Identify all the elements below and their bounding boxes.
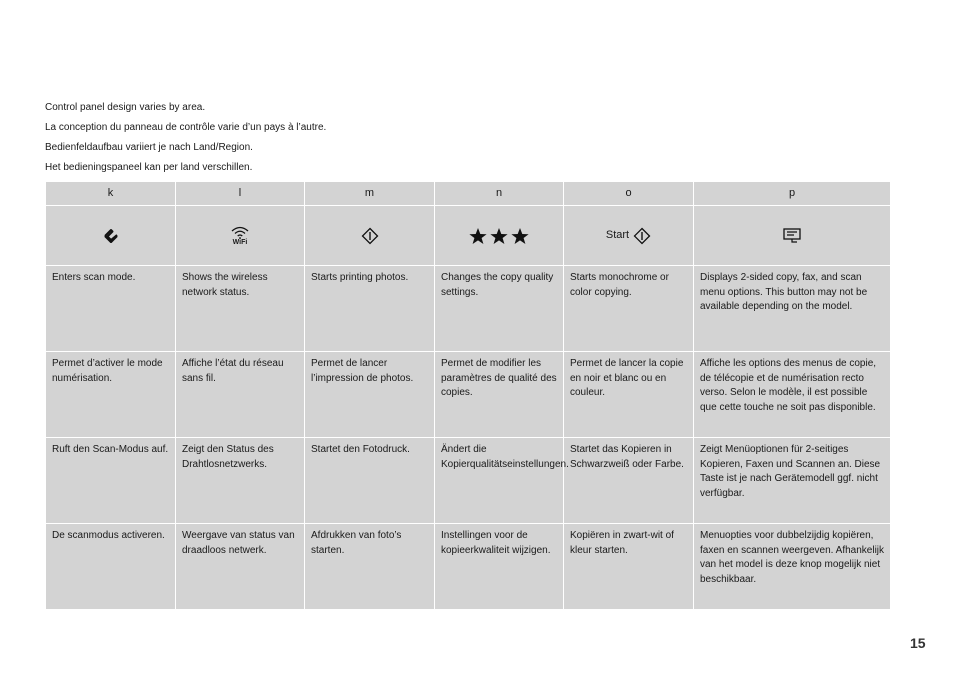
table-cell: Shows the wireless network status. — [176, 266, 305, 352]
header-m: m — [305, 182, 435, 206]
row-french — [46, 352, 891, 438]
table-cell: Weergave van status van draadloos netwerk. — [176, 524, 305, 610]
table-cell: De scanmodus activeren. — [46, 524, 176, 610]
table-cell: Permet de lancer la copie en noir et blanc ou en couleur. — [564, 352, 694, 438]
icon-cell-l — [176, 206, 305, 266]
table-cell: Afdrukken van foto’s starten. — [305, 524, 435, 610]
table-cell: Instellingen voor de kopieerkwaliteit wijzigen. — [435, 524, 564, 610]
icon-cell-k — [46, 206, 176, 266]
table-cell: Affiche les options des menus de copie, de télécopie et de numérisation recto verso. Selon le modèle, il est possible que cette touche ne soit pas disponible. — [694, 352, 891, 438]
icon-cell-n — [435, 206, 564, 266]
intro-line-fr: La conception du panneau de contrôle varie d’un pays à l’autre. — [45, 122, 327, 133]
intro-line-en: Control panel design varies by area. — [45, 102, 206, 113]
scan-icon — [102, 227, 120, 243]
control-panel-table — [45, 181, 891, 610]
table-cell: Menuopties voor dubbelzijdig kopiëren, faxen en scannen weergeven. Afhankelijk van het model is deze knop mogelijk niet beschikbaar. — [694, 524, 891, 610]
row-dutch — [46, 524, 891, 610]
header-o: o — [564, 182, 694, 206]
table-cell: Startet das Kopieren in Schwarzweiß oder Farbe. — [564, 438, 694, 524]
table-cell: Permet de modifier les paramètres de qualité des copies. — [435, 352, 564, 438]
start-label: Start — [605, 229, 630, 242]
table-cell: Affiche l’état du réseau sans fil. — [176, 352, 305, 438]
table-cell: Displays 2-sided copy, fax, and scan menu options. This button may not be available depending on the model. — [694, 266, 891, 352]
table-cell: Ändert die Kopierqualitätseinstellungen. — [435, 438, 564, 524]
table-cell: Zeigt den Status des Drahtlosnetzwerks. — [176, 438, 305, 524]
table-cell: Changes the copy quality settings. — [435, 266, 564, 352]
page-number: 15 — [910, 635, 926, 651]
table-cell: Permet de lancer l’impression de photos. — [305, 352, 435, 438]
row-english — [46, 266, 891, 352]
table-cell: Enters scan mode. — [46, 266, 176, 352]
header-l: l — [176, 182, 305, 206]
icon-cell-m — [305, 206, 435, 266]
icon-cell-o — [564, 206, 694, 266]
header-p: p — [694, 182, 891, 206]
table-cell: Ruft den Scan-Modus auf. — [46, 438, 176, 524]
header-k: k — [46, 182, 176, 206]
start-diamond-icon — [633, 227, 651, 245]
table-cell: Starts monochrome or color copying. — [564, 266, 694, 352]
intro-line-de: Bedienfeldaufbau variiert je nach Land/Region. — [45, 142, 253, 153]
wifi-label: WiFi — [232, 238, 248, 246]
icon-cell-p — [694, 206, 891, 266]
intro-line-nl: Het bedieningspaneel kan per land verschillen. — [45, 162, 253, 173]
table-cell: Kopiëren in zwart-wit of kleur starten. — [564, 524, 694, 610]
header-row — [46, 182, 891, 206]
table-cell: Zeigt Menüoptionen für 2-seitiges Kopieren, Faxen und Scannen an. Diese Taste ist je nach Gerätemodell ggf. nicht verfügbar. — [694, 438, 891, 524]
menu-icon — [783, 227, 801, 243]
start-diamond-icon — [361, 227, 379, 245]
table-cell: Startet den Fotodruck. — [305, 438, 435, 524]
icon-row — [46, 206, 891, 266]
table-cell: Starts printing photos. — [305, 266, 435, 352]
header-n: n — [435, 182, 564, 206]
table-cell: Permet d’activer le mode numérisation. — [46, 352, 176, 438]
quality-stars-icon — [468, 227, 530, 245]
row-german — [46, 438, 891, 524]
wifi-icon — [230, 225, 250, 239]
